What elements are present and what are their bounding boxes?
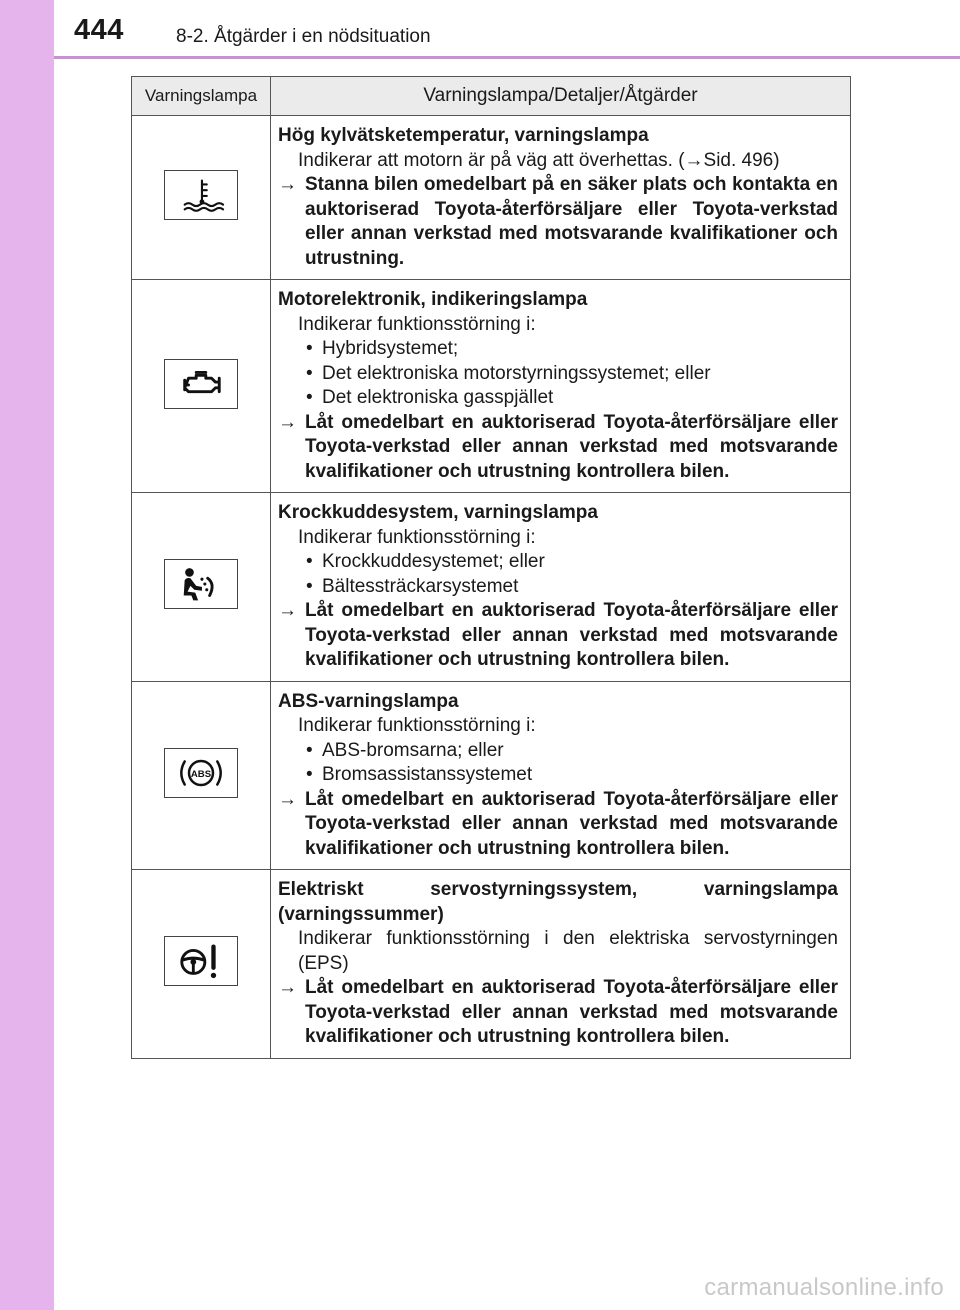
list-item: • Hybridsystemet;	[278, 337, 838, 362]
row-title: Krockkuddesystem, varningslampa	[278, 502, 598, 523]
table-row	[132, 493, 851, 682]
row-title: Motorelektronik, indikeringslampa	[278, 289, 588, 310]
detail-cell	[271, 870, 851, 1059]
list-item: • Bältessträckarsystemet	[278, 575, 838, 600]
table-header-row	[132, 77, 851, 116]
side-strip	[0, 0, 54, 1310]
row-description: Indikerar funktionsstörning i:	[298, 715, 536, 736]
icon-cell	[132, 493, 271, 682]
airbag-icon	[164, 559, 238, 609]
coolant-temperature-icon	[164, 170, 238, 220]
list-item: • ABS-bromsarna; eller	[278, 739, 838, 764]
table-row	[132, 870, 851, 1059]
column-header-details: Varningslampa/Detaljer/Åtgärder	[271, 77, 851, 116]
row-action: → Stanna bilen omedelbart på en säker plats och kontakta en auktoriserad Toyota-återförsäljare eller Toyota-verkstad eller annan verkstad med motsvarande kvalifikationer och utrustning.	[278, 173, 838, 271]
abs-icon-label: ABS	[190, 768, 212, 780]
header-divider	[54, 56, 960, 59]
abs-icon	[164, 748, 238, 798]
list-item: • Det elektroniska gasspjället	[278, 386, 838, 411]
icon-cell	[132, 280, 271, 493]
table-row	[132, 280, 851, 493]
warning-lights-table	[131, 76, 851, 1059]
row-description: Indikerar att motorn är på väg att överhettas. (→Sid. 496)	[298, 149, 780, 171]
detail-cell	[271, 681, 851, 870]
footer-watermark: carmanualsonline.info	[704, 1274, 944, 1301]
check-engine-icon	[164, 359, 238, 409]
row-action: → Låt omedelbart en auktoriserad Toyota-återförsäljare eller Toyota-verkstad eller annan verkstad med motsvarande kvalifikationer och utrustning kontrollera bilen.	[278, 788, 838, 862]
page-header	[54, 0, 960, 58]
detail-cell	[271, 116, 851, 280]
row-description: Indikerar funktionsstörning i den elektriska servostyrningen (EPS)	[298, 928, 838, 974]
section-title: 8-2. Åtgärder i en nödsituation	[176, 26, 431, 47]
icon-cell	[132, 116, 271, 280]
row-action: → Låt omedelbart en auktoriserad Toyota-återförsäljare eller Toyota-verkstad eller annan verkstad med motsvarande kvalifikationer och utrustning kontrollera bilen.	[278, 599, 838, 673]
row-title: Hög kylvätsketemperatur, varningslampa	[278, 125, 649, 146]
row-description: Indikerar funktionsstörning i:	[298, 313, 536, 335]
row-title: ABS-varningslampa	[278, 690, 459, 712]
icon-cell	[132, 681, 271, 870]
table-row	[132, 116, 851, 280]
column-header-icon: Varningslampa	[132, 77, 271, 116]
table-row	[132, 681, 851, 870]
detail-cell	[271, 280, 851, 493]
list-item: • Bromsassistanssystemet	[278, 763, 838, 788]
detail-cell	[271, 493, 851, 682]
list-item: • Det elektroniska motorstyrningssystemet; eller	[278, 362, 838, 387]
icon-cell	[132, 870, 271, 1059]
page-number: 444	[74, 14, 124, 46]
row-title: Elektriskt servostyrningssystem, varningslampa (varningssummer)	[278, 879, 838, 925]
list-item: • Krockkuddesystemet; eller	[278, 550, 838, 575]
row-description: Indikerar funktionsstörning i:	[298, 526, 536, 548]
row-action: → Låt omedelbart en auktoriserad Toyota-återförsäljare eller Toyota-verkstad eller annan verkstad med motsvarande kvalifikationer och utrustning kontrollera bilen.	[278, 411, 838, 485]
row-action: → Låt omedelbart en auktoriserad Toyota-återförsäljare eller Toyota-verkstad eller annan verkstad med motsvarande kvalifikationer och utrustning kontrollera bilen.	[278, 976, 838, 1050]
power-steering-warning-icon	[164, 936, 238, 986]
